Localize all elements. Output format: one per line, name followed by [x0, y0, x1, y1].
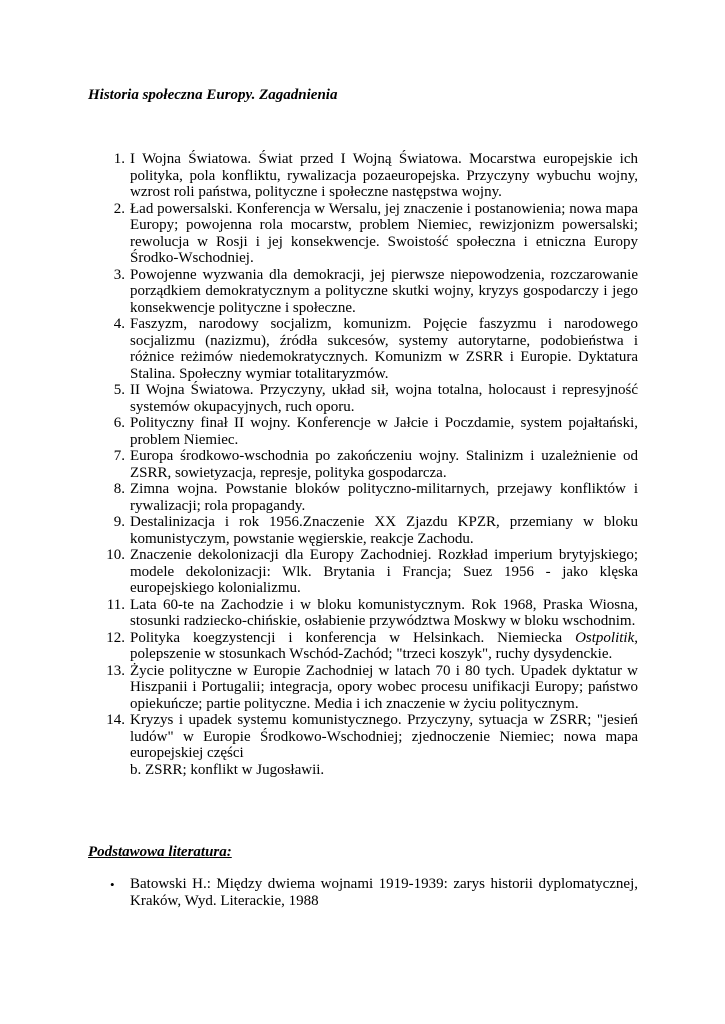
- list-item: [90, 712, 638, 778]
- item-number: 12.: [106, 629, 125, 646]
- item-number: 11.: [106, 596, 125, 613]
- item-number: 4.: [113, 316, 125, 332]
- list-item: [90, 267, 638, 317]
- list-item: [90, 597, 638, 630]
- list-item: [90, 630, 638, 663]
- list-item: [90, 663, 638, 713]
- item-text: Polityczny finał II wojny. Konferencje w Jałcie i Poczdamie, system pojałtański, problem Niemiec.: [130, 415, 638, 448]
- item-number: 7.: [113, 448, 125, 464]
- item-text: Powojenne wyzwania dla demokracji, jej pierwsze niepowodzenia, rozczarowanie porządkiem demokratycznym a polityczne skutki wojny, kryzys gospodarczy i jego konsekwencje polityczne i społeczne.: [130, 266, 638, 316]
- list-item: [90, 514, 638, 547]
- list-item: [90, 201, 638, 267]
- item-text-italic: Ostpolitik: [575, 629, 635, 646]
- item-text: Zimna wojna. Powstanie bloków polityczno-militarnych, przejawy konfliktów i rywalizacji; rola propagandy.: [130, 481, 638, 514]
- item-text-last-line: b. ZSRR; konflikt w Jugosławii.: [130, 761, 325, 778]
- item-text: Życie polityczne w Europie Zachodniej w latach 70 i 80 tych. Upadek dyktatur w Hiszpanii i Portugalii; integracja, opory wobec procesu unifikacji Europy; państwo opiekuńcze; partie polityczne. Media i ich znaczenie w życiu politycznym.: [130, 662, 638, 712]
- item-number: 9.: [113, 514, 125, 530]
- item-number: 5.: [113, 382, 125, 398]
- item-text: Lata 60-te na Zachodzie i w bloku komunistycznym. Rok 1968, Praska Wiosna, stosunki radziecko-chińskie, osłabienie przywództwa Moskwy w bloku wschodnim.: [130, 596, 638, 629]
- list-item: [90, 448, 638, 481]
- list-item: [90, 316, 638, 382]
- item-text: I Wojna Światowa. Świat przed I Wojną Światowa. Mocarstwa europejskie ich polityka, pola konfliktu, rywalizacja pozaeuropejska. Przyczyny wybuchu wojny, wzrost roli państwa, polityczne i społeczne następstwa wojny.: [130, 151, 638, 200]
- item-text: Destalinizacja i rok 1956.Znaczenie XX Zjazdu KPZR, przemiany w bloku komunistyczym, powstanie węgierskie, reakcje Zachodu.: [130, 514, 638, 547]
- literature-entry: Batowski H.: Między dwiema wojnami 1919-1939: zarys historii dyplomatycznej, Kraków, Wyd. Literackie, 1988: [130, 876, 638, 909]
- literature-heading: Podstawowa literatura:: [88, 844, 232, 860]
- item-text-part: Polityka koegzystencji i konferencja w Helsinkach. Niemiecka: [130, 629, 576, 646]
- item-number: 6.: [113, 415, 125, 431]
- item-number: 10.: [106, 547, 125, 563]
- item-number: 8.: [113, 481, 125, 497]
- topics-list: [90, 151, 638, 778]
- document-title: Historia społeczna Europy. Zagadnienia: [88, 87, 338, 103]
- item-text: Znaczenie dekolonizacji dla Europy Zachodniej. Rozkład imperium brytyjskiego; modele dekolonizacji: Wlk. Brytania i Francja; Suez 1956 - jako klęska europejskiego kolonializmu.: [130, 547, 638, 596]
- item-number: 3.: [113, 266, 125, 283]
- item-text-part: , polepszenie w stosunkach Wschód-Zachód; "trzeci koszyk", ruchy dysydenckie.: [130, 629, 638, 662]
- list-item: [90, 876, 638, 910]
- item-text: Ład powersalski. Konferencja w Wersalu, jej znaczenie i postanowienia; nowa mapa Europy; powojenna rola mocarstw, problem Niemiec, rewizjonizm powersalski; rewolucja w Rosji i jej konsekwencje. Swoistość społeczna i etniczna Europy Środko-Wschodniej.: [130, 200, 638, 266]
- item-text: Kryzys i upadek systemu komunistycznego. Przyczyny, sytuacja w ZSRR; "jesień ludów" w Europie Środkowo-Wschodniej; zjednoczenie Niemiec; nowa mapa europejskiej części: [130, 712, 638, 761]
- item-text: Faszyzm, narodowy socjalizm, komunizm. Pojęcie faszyzmu i narodowego socjalizmu (nazizmu), źródła sukcesów, systemy autorytarne, podobieństwa i różnice reżimów niedemokratycznych. Komunizm w ZSRR i Europie. Dyktatura Stalina. Społeczny wymiar totalitaryzmów.: [130, 316, 638, 382]
- list-item: [90, 382, 638, 415]
- list-item: [90, 547, 638, 597]
- item-number: 2.: [113, 200, 125, 217]
- list-item: [90, 481, 638, 514]
- item-text: Europa środkowo-wschodnia po zakończeniu wojny. Stalinizm i uzależnienie od ZSRR, sowietyzacja, represje, polityka gospodarcza.: [130, 448, 638, 481]
- list-item: [90, 415, 638, 448]
- item-text: II Wojna Światowa. Przyczyny, układ sił, wojna totalna, holocaust i represyjność systemów okupacyjnych, ruch oporu.: [130, 382, 638, 415]
- item-number: 1.: [113, 151, 125, 167]
- item-number: 13.: [106, 662, 125, 679]
- bullet-icon: •: [110, 877, 115, 892]
- list-item: [90, 151, 638, 201]
- literature-list: [90, 876, 638, 910]
- item-text: [130, 630, 638, 663]
- item-number: 14.: [106, 712, 125, 728]
